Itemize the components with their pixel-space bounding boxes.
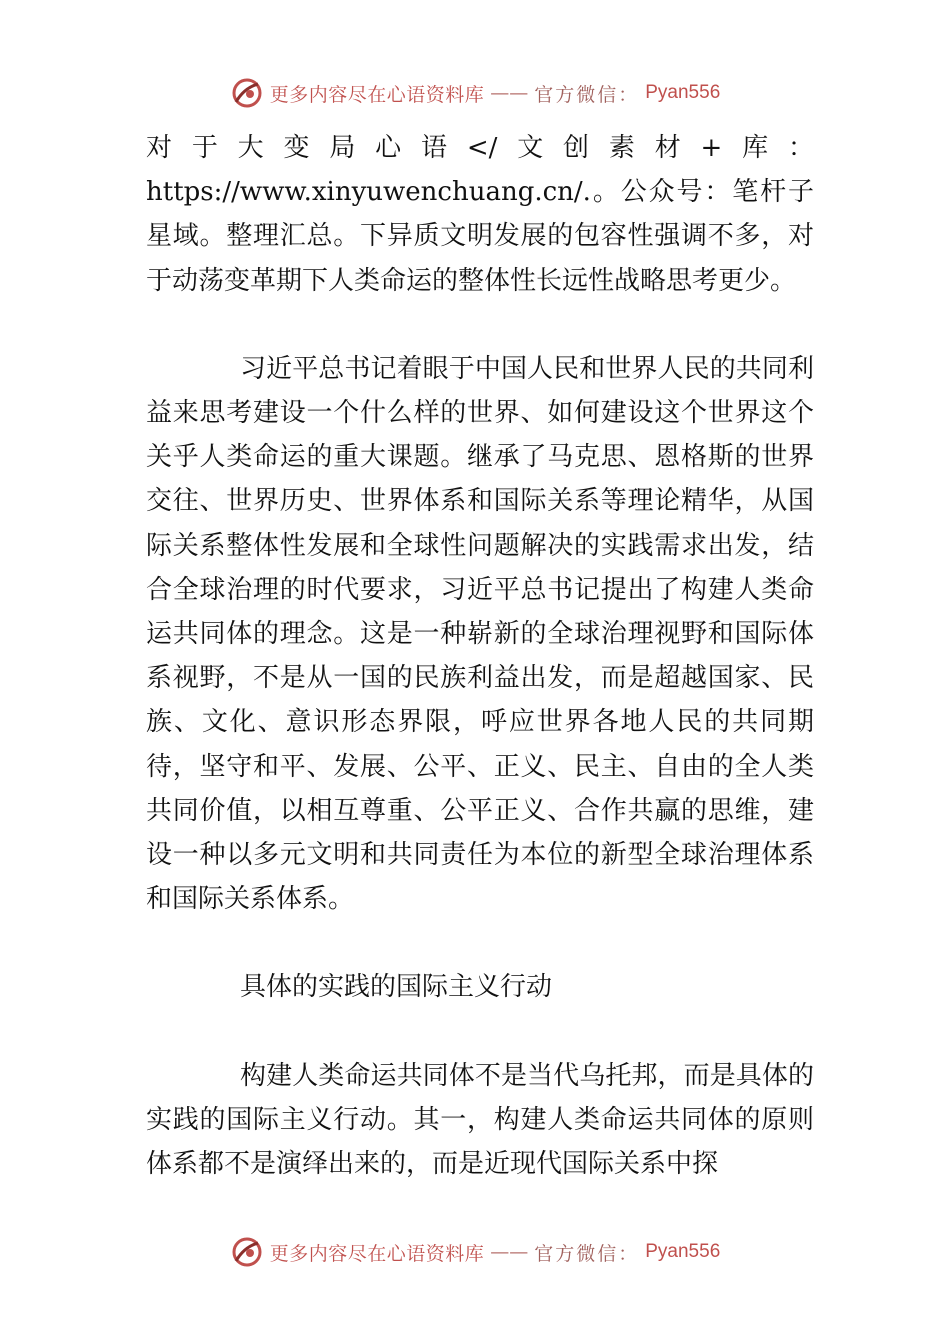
watermark-wechat-label: 官方微信： xyxy=(534,83,640,106)
watermark-brand: 更多内容尽在心语资料库 xyxy=(269,1242,485,1265)
watermark-wechat-label: 官方微信： xyxy=(534,1242,640,1265)
watermark-separator: —— xyxy=(490,1241,529,1263)
watermark-separator: —— xyxy=(490,82,529,104)
paragraph-1: 对于大变局心语</文创素材+库：https://www.xinyuwenchuang.cn/.。公众号：笔杆子星域。整理汇总。下异质文明发展的包容性强调不多，对于动荡变革期下人类命运的整体性长远性战略思考更少。 xyxy=(146,133,814,296)
watermark-wechat-id: Pyan556 xyxy=(645,1241,721,1262)
brush-logo-icon xyxy=(230,1235,264,1269)
paragraph-2: 习近平总书记着眼于中国人民和世界人民的共同利益来思考建设一个什么样的世界、如何建设这个世界这个关乎人类命运的重大课题。继承了马克思、恩格斯的世界交往、世界历史、世界体系和国际关系等理论精华，从国际关系整体性发展和全球性问题解决的实践需求出发，结合全球治理的时代要求，习近平总书记提出了构建人类命运共同体的理念。这是一种崭新的全球治理视野和国际体系视野，不是从一国的民族利益出发，而是超越国家、民族、文化、意识形态界限，呼应世界各地人民的共同期待，坚守和平、发展、公平、正义、民主、自由的全人类共同价值，以相互尊重、公平正义、合作共赢的思维，建设一种以多元文明和共同责任为本位的新型全球治理体系和国际关系体系。 xyxy=(146,353,814,915)
document-body xyxy=(146,126,814,1186)
watermark-brand: 更多内容尽在心语资料库 xyxy=(269,83,485,106)
section-heading: 具体的实践的国际主义行动 xyxy=(240,972,553,1003)
header-watermark xyxy=(0,73,950,113)
footer-watermark xyxy=(0,1232,950,1272)
paragraph-3: 构建人类命运共同体不是当代乌托邦，而是具体的实践的国际主义行动。其一，构建人类命运共同体的原则体系都不是演绎出来的，而是近现代国际关系中探 xyxy=(146,1060,814,1180)
brush-logo-icon xyxy=(230,76,264,110)
watermark-wechat-id: Pyan556 xyxy=(645,82,721,103)
